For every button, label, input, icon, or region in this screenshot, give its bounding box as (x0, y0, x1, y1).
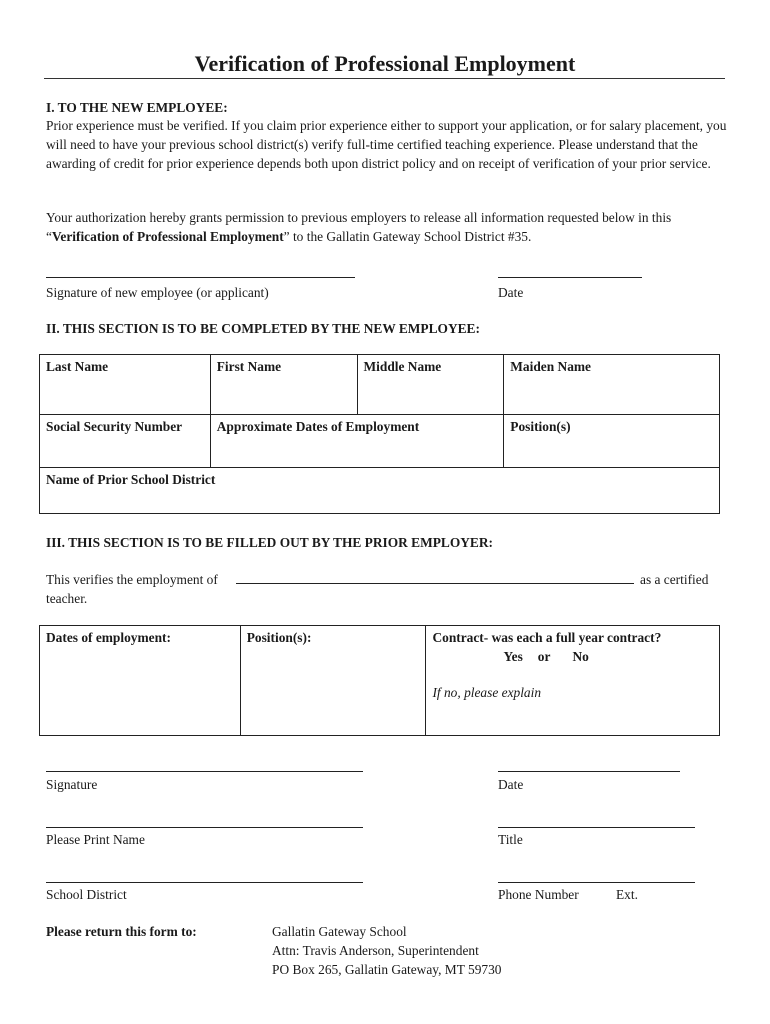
title-underline (44, 78, 725, 79)
prior-district-label: Name of Prior School District (46, 472, 216, 487)
para2-form-name: Verification of Professional Employment (51, 229, 284, 244)
maiden-name-field[interactable] (504, 355, 720, 415)
verify-text-before: This verifies the employment of (46, 572, 218, 587)
employer-info-table (39, 625, 720, 736)
employer-date-label: Date (498, 777, 524, 792)
employee-info-table (39, 354, 720, 514)
para2-text-after: ” to the Gallatin Gateway School District #35. (283, 229, 532, 244)
title-line[interactable] (498, 827, 695, 828)
ssn-field[interactable] (40, 415, 211, 468)
approx-dates-label: Approximate Dates of Employment (216, 419, 420, 434)
employer-positions-field[interactable] (240, 626, 426, 736)
section1-paragraph-1: Prior experience must be verified. If you claim prior experience either to support your application, or for salary placement, you will need to have your previous school district(s) verify full-time certified teaching experience. Please understand that the awarding of credit for prior experience depends both upon district policy and on receipt of verification of your prior service. (46, 118, 727, 171)
employee-date-label: Date (498, 285, 524, 300)
employee-signature-line[interactable] (46, 277, 355, 278)
approx-dates-field[interactable] (210, 415, 504, 468)
section1-heading: I. TO THE NEW EMPLOYEE: (46, 100, 228, 115)
contract-options (432, 647, 713, 666)
title-label: Title (498, 832, 523, 847)
contract-field[interactable] (426, 626, 720, 736)
employer-date-line[interactable] (498, 771, 680, 772)
page-title: Verification of Professional Employment (194, 51, 576, 76)
employer-positions-label: Position(s): (246, 630, 312, 645)
school-district-line[interactable] (46, 882, 363, 883)
middle-name-field[interactable] (357, 355, 504, 415)
return-address-line-1: Gallatin Gateway School (272, 924, 407, 939)
employer-signature-label: Signature (46, 777, 98, 792)
contract-yes-option[interactable]: Yes (503, 649, 523, 664)
section2-heading: II. THIS SECTION IS TO BE COMPLETED BY THE NEW EMPLOYEE: (46, 321, 480, 336)
prior-district-field[interactable] (40, 468, 720, 514)
dates-of-employment-field[interactable] (40, 626, 241, 736)
positions-field[interactable] (504, 415, 720, 468)
return-address-line-3: PO Box 265, Gallatin Gateway, MT 59730 (272, 962, 502, 977)
if-no-explain-label: If no, please explain (432, 685, 542, 700)
employer-signature-line[interactable] (46, 771, 363, 772)
contract-or-text: or (537, 649, 551, 664)
verify-employee-name-line[interactable] (236, 583, 634, 584)
print-name-line[interactable] (46, 827, 363, 828)
verify-text-after: as a certified (640, 572, 709, 587)
last-name-field[interactable] (40, 355, 211, 415)
para2-text-before: Your authorization hereby grants permission to previous employers to release all information requested below in this “ (46, 210, 672, 244)
return-address (272, 922, 501, 979)
employee-date-line[interactable] (498, 277, 642, 278)
return-address-line-2: Attn: Travis Anderson, Superintendent (272, 943, 479, 958)
positions-label: Position(s) (510, 419, 571, 434)
verify-text-wrap: teacher. (46, 591, 88, 606)
phone-label: Phone Number (498, 887, 579, 902)
ssn-label: Social Security Number (46, 419, 183, 434)
section3-heading: III. THIS SECTION IS TO BE FILLED OUT BY THE PRIOR EMPLOYER: (46, 535, 493, 550)
ext-label: Ext. (616, 887, 638, 902)
dates-of-employment-label: Dates of employment: (46, 630, 171, 645)
maiden-name-label: Maiden Name (510, 359, 592, 374)
first-name-field[interactable] (210, 355, 357, 415)
contract-no-option[interactable]: No (572, 649, 589, 664)
middle-name-label: Middle Name (363, 359, 442, 374)
school-district-label: School District (46, 887, 127, 902)
print-name-label: Please Print Name (46, 832, 145, 847)
section1-paragraph-2 (46, 208, 728, 246)
phone-line[interactable] (498, 882, 695, 883)
first-name-label: First Name (216, 359, 282, 374)
employee-signature-label: Signature of new employee (or applicant) (46, 285, 269, 300)
contract-question: Contract- was each a full year contract? (432, 630, 662, 645)
return-label: Please return this form to: (46, 924, 197, 939)
last-name-label: Last Name (46, 359, 109, 374)
